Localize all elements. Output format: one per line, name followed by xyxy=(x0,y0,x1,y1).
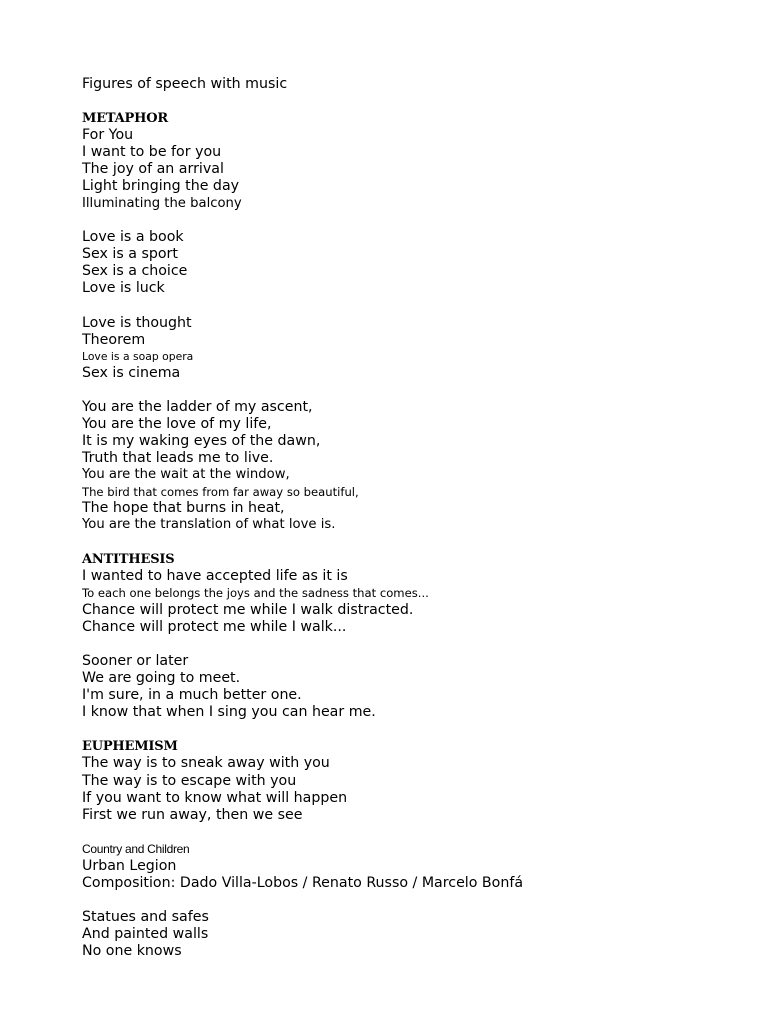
lyric-line: Statues and safes xyxy=(82,909,209,926)
lyric-line: To each one belongs the joys and the sadness that comes... xyxy=(82,586,429,601)
lyric-line: And painted walls xyxy=(82,926,209,943)
song-title: Country and Children xyxy=(82,841,190,856)
section-heading-metaphor: METAPHOR xyxy=(82,111,168,127)
document-title: Figures of speech with music xyxy=(82,76,288,92)
lyric-line: The way is to escape with you xyxy=(82,772,297,789)
lyric-line: Sooner or later xyxy=(82,652,189,669)
spacer xyxy=(82,298,742,315)
lyric-line: You are the wait at the window, xyxy=(82,467,290,483)
spacer xyxy=(82,824,742,841)
lyric-line: Sex is a choice xyxy=(82,263,188,280)
lyric-line: Love is a book xyxy=(82,229,184,246)
lyric-line: Chance will protect me while I walk... xyxy=(82,618,347,635)
lyric-line: Illuminating the balcony xyxy=(82,195,242,211)
lyric-line: Theorem xyxy=(82,331,146,348)
lyric-line: The hope that burns in heat, xyxy=(82,500,285,517)
lyric-line: Chance will protect me while I walk distracted. xyxy=(82,601,414,618)
spacer xyxy=(82,212,742,229)
lyric-line: Love is luck xyxy=(82,280,165,297)
lyric-line: We are going to meet. xyxy=(82,670,241,687)
lyric-line: You are the translation of what love is. xyxy=(82,517,336,533)
spacer xyxy=(82,93,742,110)
section-heading-antithesis: ANTITHESIS xyxy=(82,552,175,568)
lyric-line: If you want to know what will happen xyxy=(82,789,348,806)
song-artist: Urban Legion xyxy=(82,857,177,874)
lyric-line: I'm sure, in a much better one. xyxy=(82,687,302,704)
lyric-line: It is my waking eyes of the dawn, xyxy=(82,433,321,450)
lyric-line: Light bringing the day xyxy=(82,178,240,195)
lyric-line: The joy of an arrival xyxy=(82,161,224,178)
lyric-line: The way is to sneak away with you xyxy=(82,755,330,772)
lyric-line: No one knows xyxy=(82,943,182,960)
lyric-line: I wanted to have accepted life as it is xyxy=(82,568,348,585)
spacer xyxy=(82,636,742,653)
lyric-line: First we run away, then we see xyxy=(82,806,303,823)
lyric-line: You are the love of my life, xyxy=(82,416,272,433)
spacer xyxy=(82,534,742,551)
spacer xyxy=(82,382,742,399)
lyric-line: Truth that leads me to live. xyxy=(82,450,274,467)
lyric-line: Sex is a sport xyxy=(82,246,178,263)
document-page xyxy=(82,76,742,960)
lyric-line: Love is thought xyxy=(82,314,192,331)
lyric-line: Love is a soap opera xyxy=(82,349,194,363)
lyric-line: The bird that comes from far away so beautiful, xyxy=(82,484,359,499)
lyric-line: For You xyxy=(82,127,134,144)
lyric-line: Sex is cinema xyxy=(82,364,181,381)
section-heading-euphemism: EUPHEMISM xyxy=(82,739,178,755)
lyric-line: I want to be for you xyxy=(82,144,222,161)
lyric-line: You are the ladder of my ascent, xyxy=(82,399,313,415)
spacer xyxy=(82,721,742,738)
song-composition: Composition: Dado Villa-Lobos / Renato Russo / Marcelo Bonfá xyxy=(82,874,524,891)
spacer xyxy=(82,892,742,909)
lyric-line: I know that when I sing you can hear me. xyxy=(82,704,376,721)
